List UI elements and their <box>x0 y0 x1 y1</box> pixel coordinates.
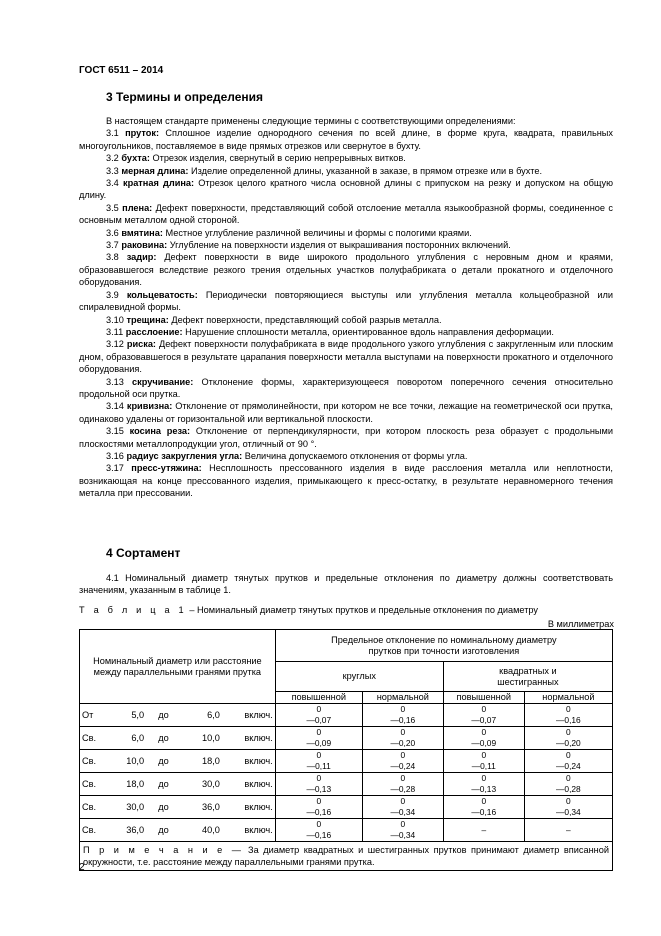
deviation-lower: —0,16 <box>306 807 332 817</box>
deviation-upper: 0 <box>566 750 571 760</box>
header-square-hex: квадратных и шестигранных <box>443 662 612 692</box>
term-name: кривизна: <box>126 401 173 412</box>
header-round: круглых <box>275 662 443 692</box>
table-row <box>80 773 613 796</box>
deviation-upper: 0 <box>316 796 322 806</box>
row-prefix: Св. <box>80 750 106 773</box>
row-inclusive: включ. <box>222 796 275 819</box>
deviation-lower: —0,20 <box>556 738 581 748</box>
term-name: скручивание: <box>132 376 194 387</box>
deviation-lower: —0,24 <box>556 761 581 771</box>
row-to: 36,0 <box>181 796 222 819</box>
deviation-cell <box>524 727 612 750</box>
deviation-upper: 0 <box>566 773 571 783</box>
term-number: 3.6 <box>106 227 119 238</box>
table-row <box>80 704 613 727</box>
term-number: 3.3 <box>106 165 119 176</box>
row-from: 5,0 <box>105 704 146 727</box>
deviation-lower: —0,34 <box>390 830 416 840</box>
deviation-lower: —0,13 <box>306 784 332 794</box>
deviation-upper: 0 <box>316 773 322 783</box>
section-3-intro: В настоящем стандарте применены следующие термины с соответствующими определениями: <box>106 116 516 126</box>
deviation-upper: 0 <box>566 727 571 737</box>
deviation-cell <box>524 773 612 796</box>
deviation-upper: 0 <box>566 796 571 806</box>
row-from: 6,0 <box>105 727 146 750</box>
term-number: 3.11 <box>106 326 124 337</box>
page-number: 2 <box>79 862 85 873</box>
diameter-table <box>79 629 613 871</box>
deviation-lower: – <box>566 824 571 835</box>
deviation-lower: —0,28 <box>390 784 416 794</box>
row-from: 30,0 <box>105 796 146 819</box>
deviation-lower: —0,11 <box>306 761 331 771</box>
term-text: Периодически повторяющиеся выступы или углубления металла кольцеобразной или спиралевидной формы. <box>79 289 614 313</box>
term-number: 3.10 <box>106 314 124 325</box>
term-name: вмятина: <box>121 227 163 238</box>
term-name: кратная длина: <box>122 178 195 189</box>
row-to-word: до <box>146 727 181 750</box>
section-4-paragraph: 4.1 Номинальный диаметр тянутых прутков и предельные отклонения по диаметру должны соответствовать значениям, указанным в таблице 1. <box>79 573 613 596</box>
deviation-lower: —0,09 <box>471 738 497 748</box>
deviation-lower: —0,28 <box>556 784 581 794</box>
deviation-cell <box>443 727 524 750</box>
term-number: 3.14 <box>106 401 124 412</box>
deviation-cell <box>443 819 524 842</box>
deviation-cell <box>443 796 524 819</box>
term-definition <box>79 289 613 314</box>
deviation-upper: 0 <box>316 750 322 760</box>
row-inclusive: включ. <box>222 773 275 796</box>
deviation-upper: 0 <box>316 727 322 737</box>
deviation-cell <box>362 727 443 750</box>
deviation-lower: —0,16 <box>306 830 332 840</box>
term-number: 3.4 <box>106 178 119 189</box>
document-header: ГОСТ 6511 – 2014 <box>79 65 164 76</box>
row-to: 6,0 <box>181 704 222 727</box>
deviation-upper: 0 <box>316 704 322 714</box>
deviation-cell <box>275 750 362 773</box>
deviation-cell <box>362 750 443 773</box>
header-round-high: повышенной <box>275 692 362 704</box>
header-square-high: повышенной <box>443 692 524 704</box>
row-to-word: до <box>146 796 181 819</box>
term-number: 3.9 <box>106 289 119 300</box>
row-from: 10,0 <box>105 750 146 773</box>
term-name: задир: <box>126 252 157 263</box>
term-number: 3.1 <box>106 128 119 139</box>
deviation-upper: 0 <box>316 819 322 829</box>
term-number: 3.12 <box>106 339 124 350</box>
deviation-lower: —0,16 <box>390 715 416 725</box>
row-prefix: Св. <box>80 727 106 750</box>
term-text: Отрезок изделия, свернутый в серию непрерывных витков. <box>152 153 406 164</box>
table-row <box>80 796 613 819</box>
term-number: 3.16 <box>106 450 124 461</box>
deviation-upper: 0 <box>400 704 406 714</box>
table-note <box>80 842 613 871</box>
term-definition <box>79 127 613 152</box>
term-name: расслоение: <box>125 326 183 337</box>
row-from: 18,0 <box>105 773 146 796</box>
term-definition <box>79 400 613 425</box>
deviation-upper: 0 <box>481 704 487 714</box>
table-note-text: За диаметр квадратных и шестигранных прутков принимают диаметр вписанной окружности, т.е. расстояние между параллельными гранями прутка. <box>83 845 609 867</box>
header-tolerance: Предельное отклонение по номинальному диаметру прутков при точности изготовления <box>275 630 612 662</box>
term-text: Величина допускаемого отклонения от формы угла. <box>244 450 468 461</box>
term-definition <box>79 326 613 338</box>
row-to: 40,0 <box>181 819 222 842</box>
term-definition <box>79 251 613 288</box>
deviation-upper: 0 <box>400 727 406 737</box>
term-text: Отклонение формы, характеризующееся поворотом поперечного сечения относительно продольной оси прутка. <box>79 376 613 399</box>
header-square-normal: нормальной <box>524 692 612 704</box>
deviation-upper: 0 <box>566 704 571 714</box>
term-text: Изделие определенной длины, указанной в заказе, в прямом отрезке или в бухте. <box>191 165 543 176</box>
term-text: Дефект поверхности, представляющий собой отслоение металла языкообразной формы, соединенное с основным металлом одной стороной. <box>79 202 613 226</box>
section-4-title: 4 Сортамент <box>106 546 181 560</box>
row-from: 36,0 <box>105 819 146 842</box>
deviation-cell <box>524 796 612 819</box>
table-units: В миллиметрах <box>547 619 614 629</box>
row-inclusive: включ. <box>222 819 275 842</box>
term-name: пруток: <box>125 128 160 139</box>
deviation-cell <box>275 773 362 796</box>
deviation-upper: 0 <box>400 750 406 760</box>
deviation-cell <box>524 819 612 842</box>
deviation-cell <box>362 819 443 842</box>
section-3-title: 3 Термины и определения <box>106 90 264 104</box>
table-caption <box>79 605 538 615</box>
table-row <box>80 750 613 773</box>
row-to: 18,0 <box>181 750 222 773</box>
term-name: бухта: <box>121 153 150 164</box>
row-to-word: до <box>146 773 181 796</box>
term-number: 3.2 <box>106 153 119 164</box>
term-text: Местное углубление различной величины и формы с пологими краями. <box>165 227 472 238</box>
term-definition <box>79 165 613 177</box>
deviation-cell <box>362 773 443 796</box>
term-number: 3.7 <box>106 240 119 251</box>
row-to-word: до <box>146 750 181 773</box>
term-text: Сплошное изделие однородного сечения по всей длине, в форме круга, квадрата, правильных многоугольников, поставляемое в виде прямых отрезков или свернутое в бухту. <box>79 128 613 151</box>
deviation-cell <box>362 796 443 819</box>
term-text: Отклонение от прямолинейности, при котором не все точки, лежащие на геометрической оси прутка, одинаково удалены от горизонтальной или вертикальной плоскости. <box>79 401 613 424</box>
deviation-upper: 0 <box>481 750 487 760</box>
deviation-cell <box>443 773 524 796</box>
table-caption-text: – Номинальный диаметр тянутых прутков и предельные отклонения по диаметру <box>186 605 539 615</box>
header-nominal-diameter: Номинальный диаметр или расстояние между параллельными гранями прутка <box>80 630 276 704</box>
term-name: раковина: <box>121 240 168 251</box>
term-definition <box>79 227 613 239</box>
term-text: Дефект поверхности в виде широкого продольного углубления с неровным дном и краями, образовавшегося вследствие резкого трения отдельных участков полуфабриката о детали прокатного и отделочного оборудования. <box>79 252 613 288</box>
term-text: Нарушение сплошности металла, ориентированное вдоль направления деформации. <box>185 326 554 337</box>
deviation-lower: – <box>481 824 487 835</box>
term-text: Углубление на поверхности изделия от выкрашивания посторонних включений. <box>169 240 511 251</box>
term-definition <box>79 314 613 326</box>
table-row <box>80 819 613 842</box>
deviation-upper: 0 <box>400 796 406 806</box>
term-definition <box>79 338 613 375</box>
term-text: Дефект поверхности полуфабриката в виде продольного узкого углубления с закругленным или плоским дном, образовавшегося в результате царапания поверхности металла выступами на поверхности прокатного и отделочного оборудования. <box>79 339 614 375</box>
deviation-lower: —0,11 <box>471 761 496 771</box>
term-name: радиус закругления угла: <box>126 450 243 461</box>
term-name: трещина: <box>126 314 169 325</box>
term-definition <box>79 177 613 202</box>
deviation-cell <box>275 704 362 727</box>
deviation-lower: —0,16 <box>556 715 581 725</box>
term-definition <box>79 462 613 499</box>
row-inclusive: включ. <box>222 727 275 750</box>
deviation-cell <box>443 750 524 773</box>
deviation-upper: 0 <box>481 727 487 737</box>
term-name: плена: <box>122 202 153 213</box>
deviation-lower: —0,34 <box>390 807 416 817</box>
deviation-lower: —0,24 <box>390 761 416 771</box>
row-prefix: Св. <box>80 796 106 819</box>
row-inclusive: включ. <box>222 750 275 773</box>
term-number: 3.5 <box>106 202 119 213</box>
deviation-lower: —0,09 <box>306 738 332 748</box>
term-text: Отрезок целого кратного числа основной длины с припуском на резку и допуском на общую длину. <box>79 178 613 201</box>
deviation-upper: 0 <box>400 819 406 829</box>
term-name: косина реза: <box>129 426 191 437</box>
table-body <box>80 704 613 842</box>
deviation-upper: 0 <box>481 773 487 783</box>
deviation-lower: —0,13 <box>471 784 497 794</box>
table-caption-prefix: Т а б л и ц а 1 <box>79 605 187 615</box>
deviation-cell <box>524 704 612 727</box>
row-to: 30,0 <box>181 773 222 796</box>
deviation-lower: —0,20 <box>390 738 416 748</box>
deviation-lower: —0,16 <box>471 807 497 817</box>
term-number: 3.8 <box>106 252 119 263</box>
deviation-cell <box>275 727 362 750</box>
deviation-upper: 0 <box>400 773 406 783</box>
section-3-body <box>79 115 613 500</box>
deviation-lower: —0,07 <box>471 715 497 725</box>
term-number: 3.13 <box>106 376 124 387</box>
term-name: кольцеватость: <box>126 289 198 300</box>
term-definition <box>79 425 613 450</box>
row-to-word: до <box>146 704 181 727</box>
row-inclusive: включ. <box>222 704 275 727</box>
term-number: 3.17 <box>106 463 124 474</box>
deviation-cell <box>275 819 362 842</box>
row-to-word: до <box>146 819 181 842</box>
header-round-normal: нормальной <box>362 692 443 704</box>
term-text: Дефект поверхности, представляющий собой разрыв металла. <box>171 314 442 325</box>
row-prefix: Св. <box>80 819 106 842</box>
term-definition <box>79 376 613 401</box>
deviation-cell <box>275 796 362 819</box>
term-text: Отклонение от перпендикулярности, при котором плоскость реза образует с продольными плоскостями металлопродукции угол, отличный от 90 °. <box>79 426 613 449</box>
row-prefix: Св. <box>80 773 106 796</box>
term-definition <box>79 202 613 227</box>
row-to: 10,0 <box>181 727 222 750</box>
term-definition <box>79 152 613 164</box>
term-definition <box>79 239 613 251</box>
deviation-lower: —0,34 <box>556 807 581 817</box>
deviation-cell <box>362 704 443 727</box>
term-name: пресс-утяжина: <box>131 463 202 474</box>
term-number: 3.15 <box>106 426 124 437</box>
deviation-cell <box>524 750 612 773</box>
deviation-lower: —0,07 <box>306 715 332 725</box>
table-note-prefix: П р и м е ч а н и е — <box>83 845 244 855</box>
deviation-upper: 0 <box>481 796 487 806</box>
term-name: риска: <box>126 339 156 350</box>
term-name: мерная длина: <box>121 165 189 176</box>
term-text: Несплошность прессованного изделия в виде расслоения металла или неплотности, возникающая на конце прессованного изделия, примыкающего к пресс-остатку, в результате неравномерного течения металла при прессовании. <box>79 463 613 499</box>
term-definition <box>79 450 613 462</box>
deviation-cell <box>443 704 524 727</box>
section-4-body <box>79 572 613 597</box>
row-prefix: От <box>80 704 106 727</box>
table-row <box>80 727 613 750</box>
